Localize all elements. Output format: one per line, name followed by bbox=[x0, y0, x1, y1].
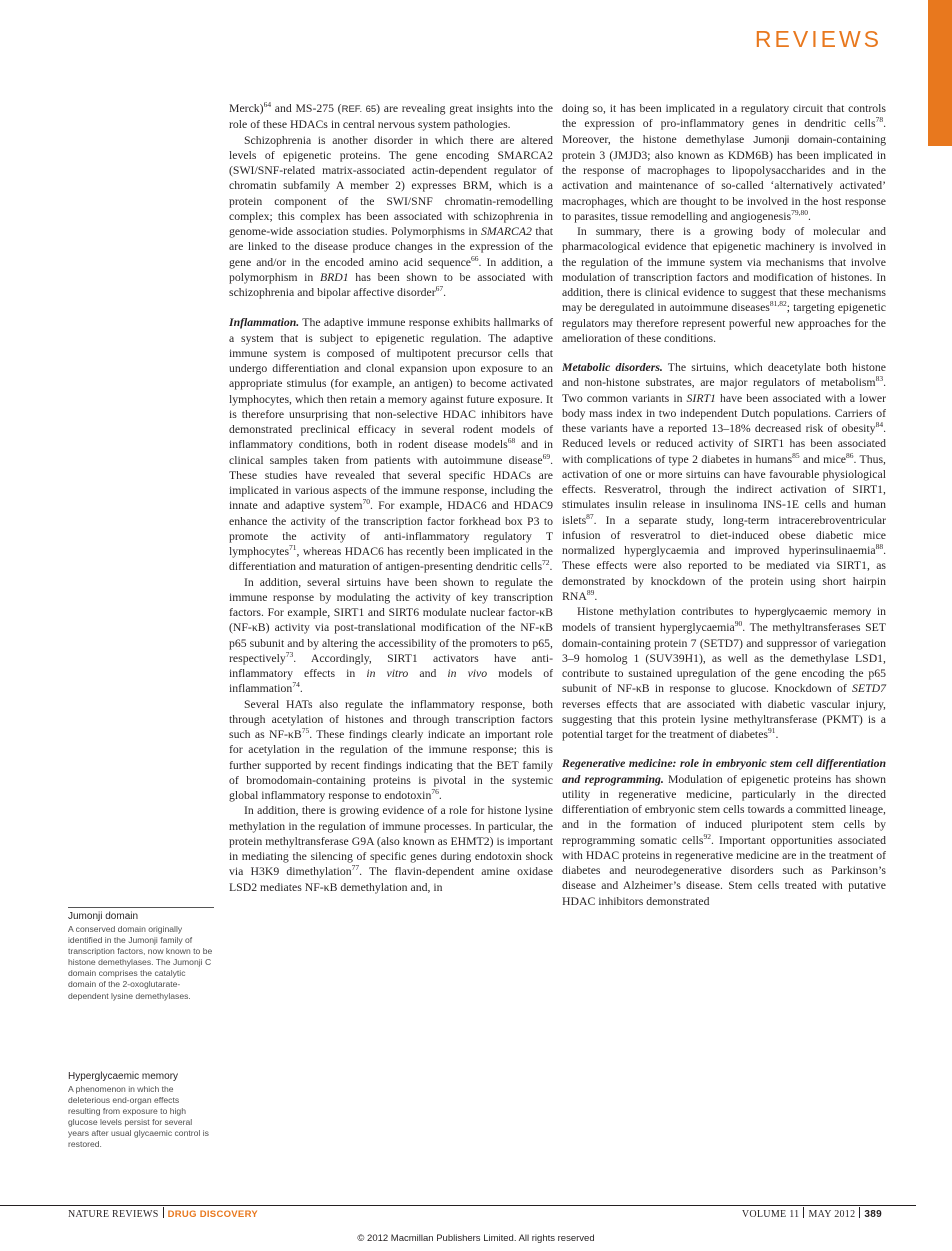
glossary-divider bbox=[68, 907, 214, 908]
citation[interactable]: 89 bbox=[586, 587, 595, 597]
body-column-left bbox=[229, 101, 553, 895]
citation[interactable]: 91 bbox=[767, 726, 776, 736]
issue-date: MAY 2012 bbox=[808, 1209, 856, 1220]
paragraph: Regenerative medicine: role in embryonic stem cell differentiation and reprogramming. Modulation of epigenetic proteins has shown utility in regenerative medicine, particularly in the directed differentiation of embryonic stem cells towards a committed lineage, and in the formation of induced pluripotent stem cells by reprogramming somatic cells$^{92}$. Important opportunities associated with HDAC proteins in regenerative medicine are in the treatment of diabetes and neurodegenerative disorders such as Parkinson’s disease and Alzheimer’s disease. Stem cells treated with putative HDAC inhibitors demonstrated bbox=[562, 757, 886, 908]
glossary-term: Jumonji domain bbox=[68, 911, 139, 922]
citation[interactable]: 72 bbox=[542, 558, 550, 568]
citation[interactable]: 81,82 bbox=[769, 299, 787, 309]
citation[interactable]: 73 bbox=[285, 649, 294, 659]
issue-info bbox=[742, 1207, 882, 1220]
subsection-heading: Regenerative medicine: role in embryonic stem cell differentiation and reprogramming. bbox=[562, 757, 886, 786]
glossary-term-link[interactable]: Jumonji domain bbox=[753, 133, 833, 146]
citation[interactable]: 74 bbox=[292, 680, 300, 690]
citation[interactable]: 75 bbox=[301, 726, 310, 736]
body-column-right bbox=[562, 101, 886, 909]
citation[interactable]: 88 bbox=[875, 542, 884, 552]
citation[interactable]: 85 bbox=[792, 450, 800, 460]
citation[interactable]: 64 bbox=[263, 100, 272, 110]
footer-divider bbox=[0, 1205, 916, 1206]
paragraph: In addition, several sirtuins have been shown to regulate the immune response by modulating the activity of key transcription factors. For example, SIRT1 and SIRT6 modulate nuclear factor-κB (NF-κB) activity via post-translational modification of the NF-κB p65 subunit and by altering the accessibility of the promoters to p65, respectively$^{73}$. Accordingly, SIRT1 activators have anti-inflammatory effects in in vitro and in vivo models of inflammation$^{74}$. bbox=[229, 575, 553, 696]
citation[interactable]: 67 bbox=[435, 284, 444, 294]
paragraph: Schizophrenia is another disorder in which there are altered levels of epigenetic proteins. The gene encoding SMARCA2 (SWI/SNF-related matrix-associated actin-dependent regulator of chromatin subfamily A member 2) expresses BRM, which is a protein component of the SWI/SNF chromatin-remodelling complex; this complex has been associated with schizophrenia in genome-wide association studies. Polymorphisms in SMARCA2 that are linked to the disease produce changes in the expression of the gene and/or in the encoded amino acid sequence$^{66}$. In addition, a polymorphism in BRD1 has been shown to be associated with schizophrenia and bipolar affective disorder$^{67}$. bbox=[229, 133, 554, 299]
citation[interactable]: 86 bbox=[846, 450, 854, 460]
section-tab-marker bbox=[928, 0, 952, 146]
citation[interactable]: 69 bbox=[542, 451, 551, 461]
glossary-entry-hyperglycaemic-memory bbox=[68, 1070, 214, 1151]
paragraph: Inflammation. The adaptive immune response exhibits hallmarks of a system that is subject to epigenetic regulation. The adaptive immune system is composed of multipotent precursor cells that undergo differentiation and clonal expansion upon exposure to an appropriate stimulus (for example, an antigen) to become activated lymphocytes, which then retain a memory against future exposure. It is therefore unsurprising that non-selective HDAC inhibitors have demonstrated preclinical efficacy in several rodent models of inflammatory conditions, both in rodent disease models$^{68}$ and in clinical samples taken from patients with autoimmune disease$^{69}$. These studies have revealed that several specific HDACs are implicated in various aspects of the immune response, including the innate and adaptive system$^{70}$. For example, HDAC6 and HDAC9 enhance the activity of the transcription factor forkhead box P3 to promote the activity of anti-inflammatory regulatory T lymphocytes$^{71}$, whereas HDAC6 has recently been implicated in the differentiation and maturation of antigen-presenting dendritic cells$^{72}$. bbox=[229, 316, 553, 574]
citation[interactable]: 78 bbox=[875, 115, 884, 125]
reference-link[interactable]: REF. 65 bbox=[341, 104, 377, 115]
volume: VOLUME 11 bbox=[741, 1209, 800, 1220]
copyright-notice: © 2012 Macmillan Publishers Limited. All rights reserved bbox=[357, 1233, 595, 1244]
paragraph: Histone methylation contributes to hyperglycaemic memory in models of transient hyperglycaemia$^{90}$. The methyltransferases SET domain-containing protein 7 (SETD7) and suppressor of variegation 3–9 homolog 1 (SUV39H1), as well as the demethylase LSD1, contribute to sustained upregulation of the gene encoding the p65 subunit of NF-κB in response to glucose. Knockdown of SETD7 reverses effects that are associated with diabetic vascular injury, suggesting that this protein lysine methyltransferase (PKMT) is a potential target for the treatment of diabetes$^{91}$. bbox=[562, 605, 886, 741]
citation[interactable]: 68 bbox=[507, 436, 516, 446]
glossary-term-link[interactable]: hyperglycaemic memory bbox=[754, 606, 872, 618]
paragraph: Metabolic disorders. The sirtuins, which deacetylate both histone and non-histone substrates, are major regulators of metabolism$^{83}$. Two common variants in SIRT1 have been associated with a lower body mass index in two independent Dutch populations. Carriers of these variants have a reported 13–18% decreased risk of obesity$^{84}$. Reduced levels or reduced activity of SIRT1 has been associated with complications of type 2 diabetes in humans$^{85}$ and mice$^{86}$. Thus, activation of one or more sirtuins can have favourable physiological effects. Resveratrol, through the indirect activation of SIRT1, stimulates insulin release in insulinoma INS-1E cells and human islets$^{87}$. In a separate study, long-term intracerebroventricular infusion of resveratrol to diet-induced obese diabetic mice normalized hyperglycaemia and improved hyperinsulinaemia$^{88}$. These effects were also reported to be mediated via SIRT1, as demonstrated by knockdown of the protein using short hairpin RNA$^{89}$. bbox=[562, 361, 886, 603]
citation[interactable]: 77 bbox=[351, 863, 360, 873]
citation[interactable]: 70 bbox=[362, 497, 371, 507]
paragraph: doing so, it has been implicated in a regulatory circuit that controls the expression of pro-inflammatory genes in dendritic cells$^{78}$. Moreover, the histone demethylase Jumonji domain-containing protein 3 (JMJD3; also known as KDM6B) has been implicated in the response of macrophages to lipopolysaccharides and in the activation and maintenance of so-called ‘alternatively activated’ macrophages, which are thought to be involved in the host response to parasites, tissue remodelling and angiogenesis$^{79,80}$. bbox=[562, 102, 886, 223]
citation[interactable]: 79,80 bbox=[791, 207, 808, 217]
citation[interactable]: 90 bbox=[734, 619, 743, 629]
citation[interactable]: 92 bbox=[703, 831, 711, 841]
paragraph: Merck)$^{64}$ and MS-275 (REF. 65) are revealing great insights into the role of these HDACs in central nervous system pathologies. bbox=[229, 100, 553, 132]
paragraph: In addition, there is growing evidence of a role for histone lysine methylation in the regulation of immune processes. In particular, the protein methyltransferase G9A (also known as EHMT2) is important in mediating the silencing of specific genes during endotoxin shock via H3K9 dimethylation$^{77}$. The flavin-dependent amine oxidase LSD2 mediates NF-κB demethylation and, in bbox=[229, 804, 554, 894]
footer-separator bbox=[859, 1207, 860, 1218]
glossary-definition: A phenomenon in which the deleterious end-organ effects resulting from exposure to high glucose levels persist for several years after usual glycaemic control is restored. bbox=[68, 1084, 209, 1150]
citation[interactable]: 71 bbox=[289, 543, 297, 553]
citation[interactable]: 66 bbox=[471, 253, 479, 263]
citation[interactable]: 84 bbox=[875, 420, 884, 430]
citation[interactable]: 87 bbox=[586, 511, 594, 521]
page-number: 389 bbox=[864, 1209, 882, 1220]
glossary-entry-jumonji bbox=[68, 910, 214, 1002]
citation[interactable]: 83 bbox=[875, 374, 884, 384]
subsection-heading: Inflammation. bbox=[229, 316, 300, 330]
paragraph: In summary, there is a growing body of molecular and pharmacological evidence that epigenetic machinery is involved in the regulation of the immune system via mechanisms that involve modulation of transcription factors and modification of histones. In addition, there is clinical evidence to suggest that these mechanisms may be deregulated in autoimmune diseases$^{81,82}$; targeting epigenetic regulators may therefore represent powerful new approaches for the amelioration of these conditions. bbox=[562, 225, 886, 345]
section-label: REVIEWS bbox=[754, 26, 882, 52]
glossary-definition: A conserved domain originally identified in the Jumonji family of transcription factors, now known to be histone demethylases. The Jumonji C domain comprises the catalytic domain of the 2-oxoglutarate-dependent lysine demethylases. bbox=[68, 924, 213, 1001]
subsection-heading: Metabolic disorders. bbox=[562, 361, 663, 374]
paragraph: Several HATs also regulate the inflammatory response, both through acetylation of histones and through transcription factors such as $NF-\kappa B^{75}$. These findings clearly indicate an important role for acetylation in the regulation of the immune response; this is further supported by recent findings indicating that the BET family of bromodomain-containing proteins is pivotal in the systemic global inflammatory response to endotoxin$^{76}$. bbox=[229, 697, 553, 802]
footer-separator bbox=[163, 1207, 164, 1218]
journal-name: NATURE REVIEWS DRUG DISCOVERY bbox=[68, 1209, 259, 1220]
glossary-term: Hyperglycaemic memory bbox=[68, 1071, 179, 1082]
footer-separator bbox=[803, 1207, 804, 1218]
citation[interactable]: 76 bbox=[431, 787, 439, 797]
